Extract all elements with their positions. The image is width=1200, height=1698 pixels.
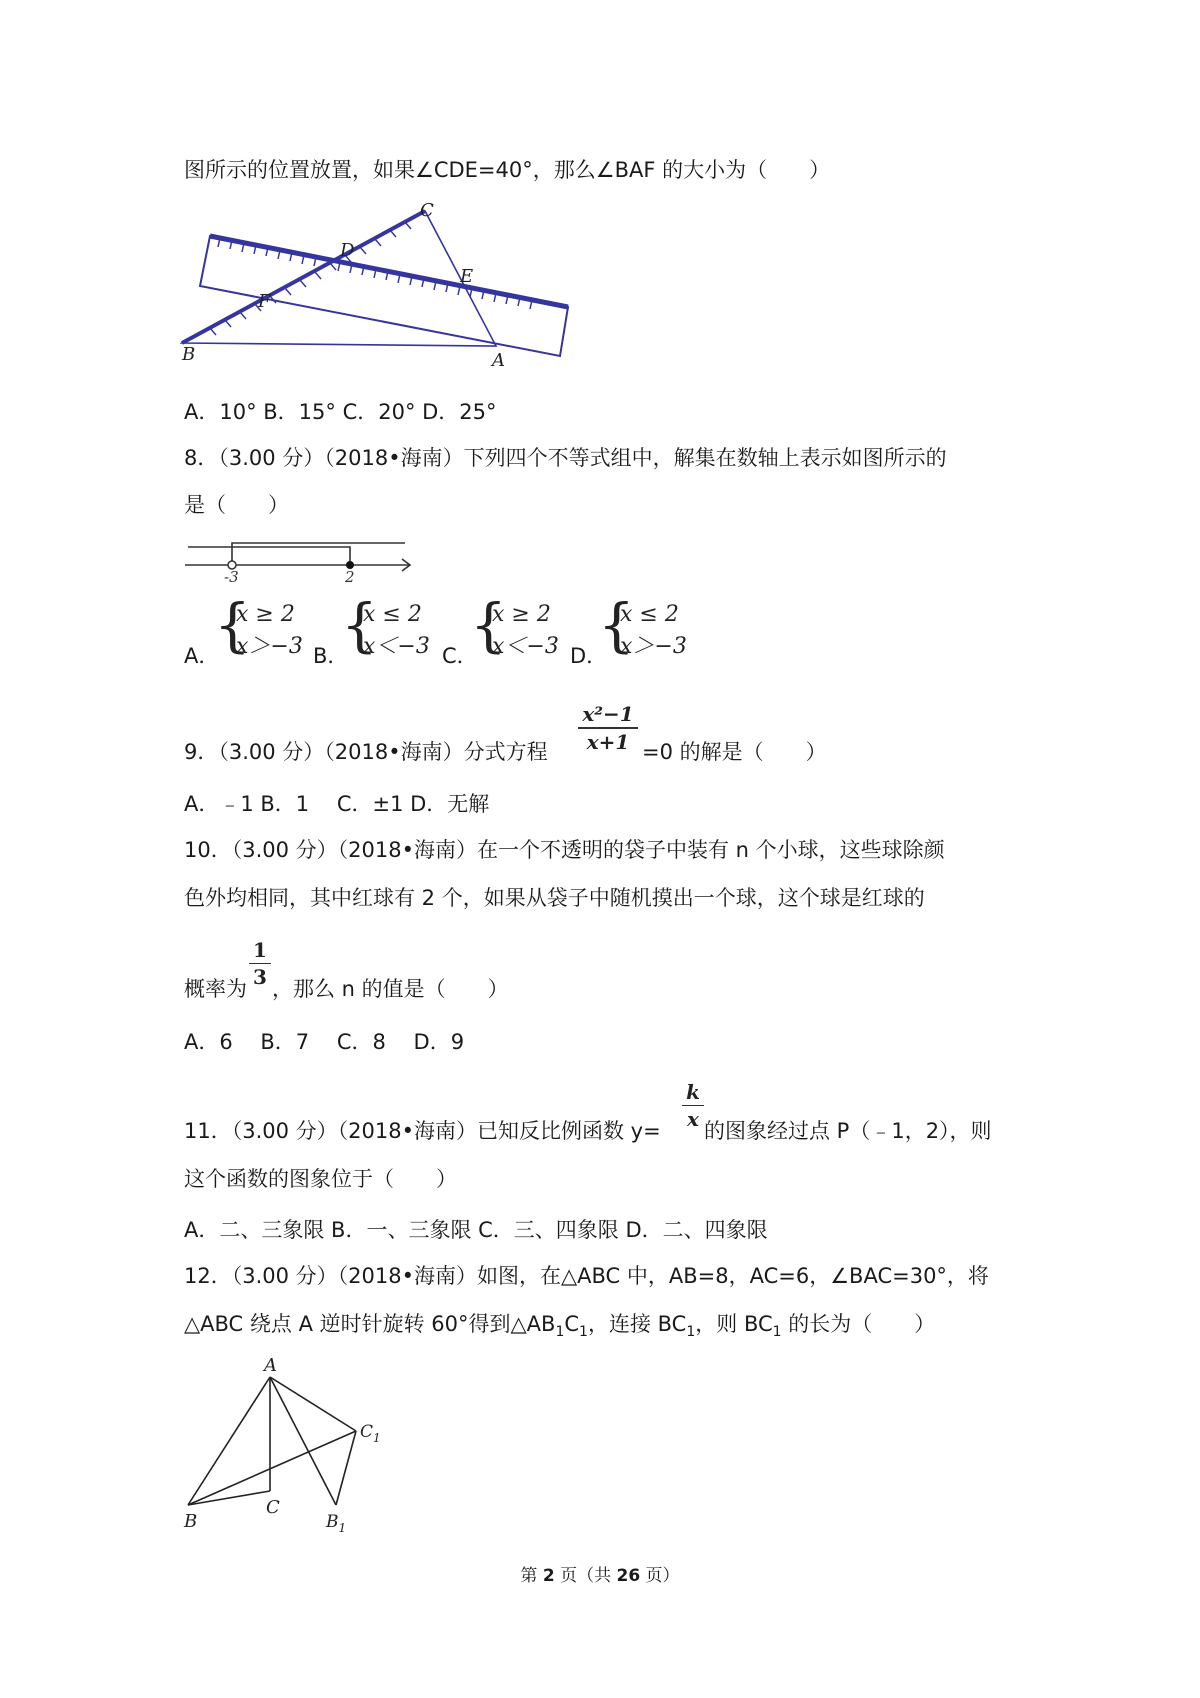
q8-option-c-top: x ≥ 2 — [492, 602, 551, 627]
q9-options: A．﹣1 B．1 C．±1 D．无解 — [184, 792, 490, 816]
q12-line1: 12．（3.00 分）（2018•海南）如图，在△ABC 中，AB=8，AC=6，∠BAC=30°，将 — [184, 1264, 989, 1288]
q10-line1: 10．（3.00 分）（2018•海南）在一个不透明的袋子中装有 n 个小球，这些球除颜 — [184, 838, 945, 862]
segment-BC — [188, 1491, 270, 1505]
q10-fraction — [249, 938, 271, 989]
q10-line3-after: ，那么 n 的值是（ ） — [272, 977, 509, 1001]
q8-option-b-letter: B． — [313, 644, 349, 668]
q8-line1: 8．（3.00 分）（2018•海南）下列四个不等式组中，解集在数轴上表示如图所示的 — [184, 446, 947, 470]
brace-c: { — [470, 591, 507, 659]
q11-options: A．二、三象限 B．一、三象限 C．三、四象限 D．二、四象限 — [184, 1218, 768, 1242]
q12-label-A: A — [264, 1355, 277, 1376]
q12-label-B1: $B_1$ — [326, 1512, 347, 1535]
set-square-ticks — [210, 222, 411, 335]
q9-fraction — [578, 702, 638, 754]
label-D: D — [340, 240, 355, 261]
brace-d: { — [598, 591, 635, 659]
number-line-figure — [180, 525, 420, 583]
q12-label-B: B — [184, 1511, 198, 1532]
brace-a: { — [214, 591, 251, 659]
q10-line3-before: 概率为 — [184, 977, 247, 1001]
q11-frac-den: x — [687, 1107, 699, 1131]
q9-text-after: =0 的解是（ ） — [642, 740, 827, 764]
segment-AB1 — [270, 1377, 336, 1505]
tick-label-left: -3 — [224, 568, 239, 583]
solution-bracket-right — [188, 547, 350, 565]
q11-line1-before: 11．（3.00 分）（2018•海南）已知反比例函数 y= — [184, 1119, 661, 1143]
label-F: F — [258, 291, 271, 312]
q8-option-c-bottom: x＜−3 — [492, 634, 559, 659]
label-A: A — [492, 350, 505, 371]
label-B: B — [182, 344, 196, 365]
segment-AB — [188, 1377, 270, 1505]
q8-option-d-bottom: x＞−3 — [620, 634, 687, 659]
q10-frac-num: 1 — [253, 938, 267, 962]
q10-frac-den: 3 — [253, 965, 267, 989]
q7-stem: 图所示的位置放置，如果∠CDE=40°，那么∠BAF 的大小为（ ） — [184, 158, 831, 182]
q11-fraction — [682, 1080, 704, 1131]
q11-line2: 这个函数的图象位于（ ） — [184, 1167, 457, 1191]
label-C: C — [420, 200, 434, 221]
q12-label-C1: $C_1$ — [360, 1422, 381, 1445]
q12-line2: △ABC 绕点 A 逆时针旋转 60°得到$\triangle AB_1C_1$，连接 $BC_1$，则 $BC_1$ 的长为（ ） — [184, 1312, 936, 1340]
q9-text-before: 9．（3.00 分）（2018•海南）分式方程 — [184, 740, 548, 764]
q7-options: A．10° B．15° C．20° D．25° — [184, 400, 497, 424]
q7-figure — [180, 200, 580, 380]
segment-AC1 — [270, 1377, 356, 1431]
q10-options: A．6 B．7 C．8 D．9 — [184, 1030, 465, 1054]
label-E: E — [460, 266, 474, 287]
q9-denominator: x+1 — [586, 730, 630, 754]
q8-option-d-top: x ≤ 2 — [620, 602, 679, 627]
q8-option-b-top: x ≤ 2 — [363, 602, 422, 627]
q12-figure — [180, 1355, 400, 1535]
q10-line2: 色外均相同，其中红球有 2 个，如果从袋子中随机摸出一个球，这个球是红球的 — [184, 886, 925, 910]
tick-label-right: 2 — [345, 568, 355, 583]
q8-option-a-top: x ≥ 2 — [236, 602, 295, 627]
q11-frac-num: k — [686, 1080, 700, 1104]
q8-option-a-bottom: x＞−3 — [236, 634, 303, 659]
q8-line2: 是（ ） — [184, 493, 289, 517]
q8-option-c-letter: C． — [442, 644, 478, 668]
q9-numerator: x²−1 — [582, 702, 634, 726]
q11-line1-after: 的图象经过点 P（﹣1，2），则 — [704, 1119, 992, 1143]
brace-b: { — [341, 591, 378, 659]
q12-label-C: C — [266, 1497, 280, 1518]
segment-B1C1 — [336, 1431, 356, 1505]
q8-option-b-bottom: x＜−3 — [363, 634, 430, 659]
page-footer: 第 2 页（共 26 页） — [520, 1566, 680, 1586]
q8-option-a-letter: A． — [184, 644, 220, 668]
q8-option-d-letter: D． — [570, 644, 608, 668]
